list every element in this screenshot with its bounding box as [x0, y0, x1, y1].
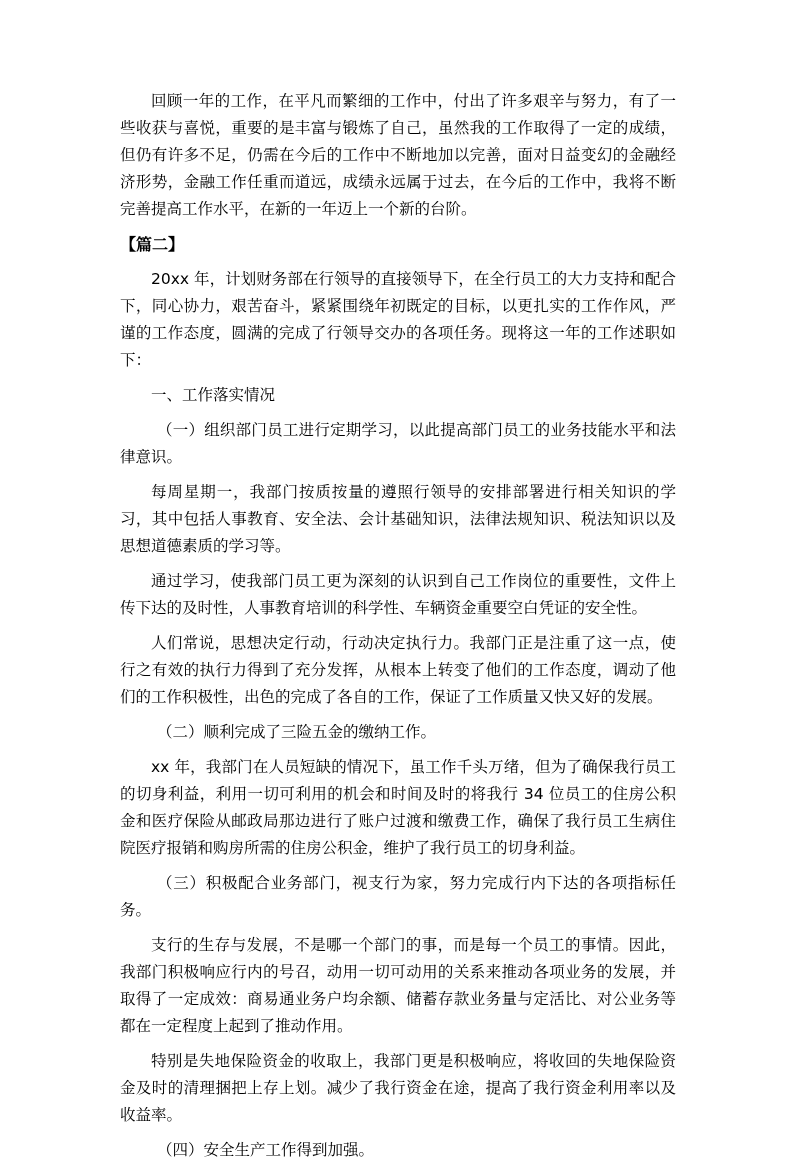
section-heading-part-two: 【篇二】	[120, 235, 185, 254]
paragraph-land-insurance: 特别是失地保险资金的收取上，我部门更是积极响应，将收回的失地保险资金及时的清理捆把上存上划。减少了我行资金在途，提高了我行资金利用率以及收益率。	[120, 1052, 676, 1124]
paragraph-study-result: 通过学习，使我部门员工更为深刻的认识到自己工作岗位的重要性，文件上传下达的及时性，人事教育培训的科学性、车辆资金重要空白凭证的安全性。	[120, 572, 676, 617]
paragraph-branch-development: 支行的生存与发展，不是哪一个部门的事，而是每一个员工的事情。因此，我部门积极响应行内的号召，动用一切可动用的关系来推动各项业务的发展，并取得了一定成效：商易通业务户均余额、储蓄存款业务量与定活比、对公业务等都在一定程度上起到了推动作用。	[120, 936, 676, 1035]
paragraph-summary: 回顾一年的工作，在平凡而繁细的工作中，付出了许多艰辛与努力，有了一些收获与喜悦，重要的是丰富与锻炼了自己，虽然我的工作取得了一定的成绩，但仍有许多不足，仍需在今后的工作中不断地加以完善，面对日益变幻的金融经济形势，金融工作任重而道远，成绩永远属于过去，在今后的工作中，我将不断完善提高工作水平，在新的一年迈上一个新的台阶。	[120, 92, 676, 218]
subheading-item-4: （四）安全生产工作得到加强。	[157, 1141, 375, 1159]
subheading-item-3: （三）积极配合业务部门，视支行为家，努力完成行内下达的各项指标任务。	[120, 874, 676, 919]
subheading-item-1: （一）组织部门员工进行定期学习，以此提高部门员工的业务技能水平和法律意识。	[120, 421, 676, 466]
paragraph-execution: 人们常说，思想决定行动，行动决定执行力。我部门正是注重了这一点，使行之有效的执行力得到了充分发挥，从根本上转变了他们的工作态度，调动了他们的工作积极性，出色的完成了各自的工作，保证了工作质量又快又好的发展。	[120, 634, 676, 706]
paragraph-weekly-study: 每周星期一，我部门按质按量的遵照行领导的安排部署进行相关知识的学习，其中包括人事教育、安全法、会计基础知识，法律法规知识、税法知识以及思想道德素质的学习等。	[120, 483, 676, 555]
subheading-item-2: （二）顺利完成了三险五金的缴纳工作。	[157, 723, 437, 741]
subheading-work-status: 一、工作落实情况	[151, 386, 276, 404]
paragraph-intro: 20xx 年，计划财务部在行领导的直接领导下，在全行员工的大力支持和配合下，同心协力，艰苦奋斗，紧紧围绕年初既定的目标，以更扎实的工作作风，严谨的工作态度，圆满的完成了行领导交办的各项任务。现将这一年的工作述职如下：	[120, 270, 676, 369]
paragraph-insurance: xx 年，我部门在人员短缺的情况下，虽工作千头万绪，但为了确保我行员工的切身利益，利用一切可利用的机会和时间及时的将我行 34 位员工的住房公积金和医疗保险从邮政局那边进行了账户过渡和缴费工作，确保了我行员工生病住院医疗报销和购房所需的住房公积金，维护了我行员工的切身利益。	[120, 758, 676, 857]
document-body	[120, 88, 676, 1172]
